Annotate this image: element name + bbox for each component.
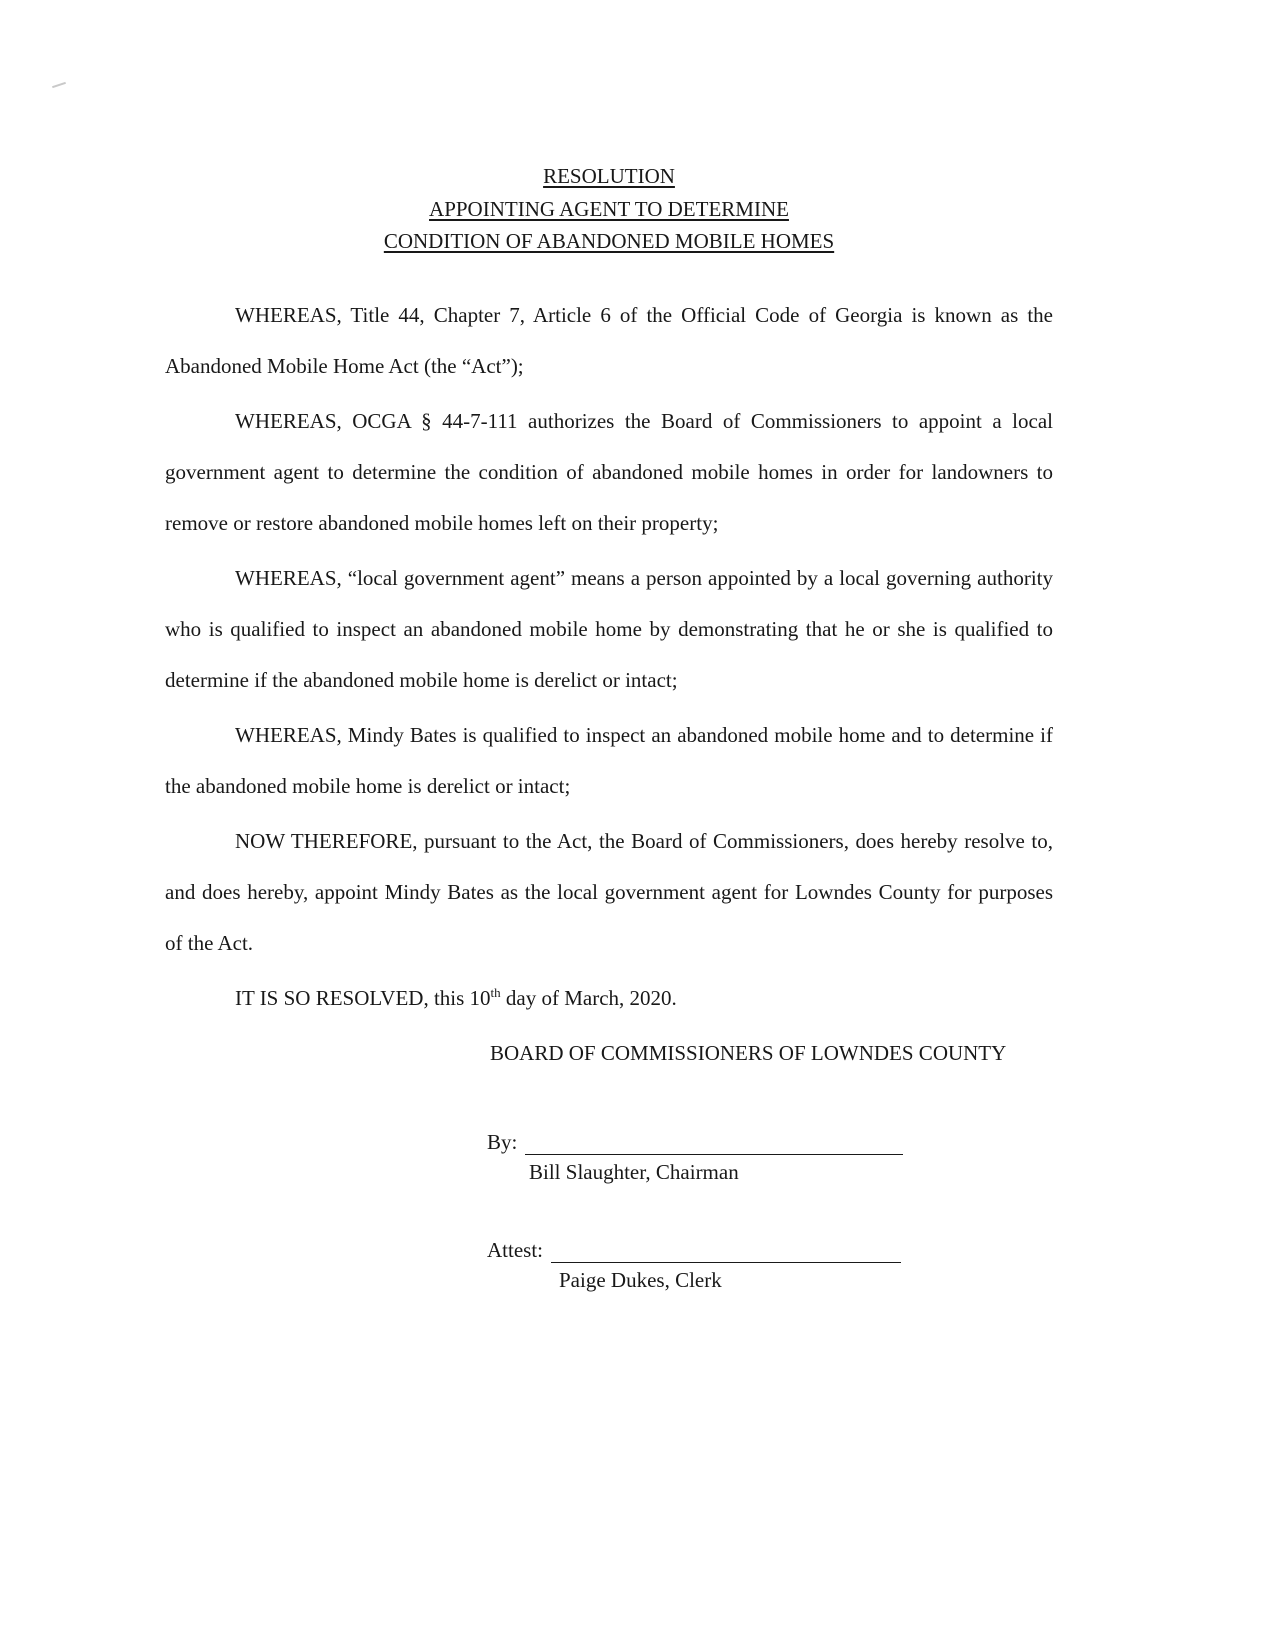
signature-name-clerk: Paige Dukes, Clerk (559, 1267, 722, 1292)
signature-label-by: By: (487, 1129, 518, 1154)
document-title (165, 160, 1053, 258)
document-content (165, 160, 1053, 1293)
resolved-text-after: day of March, 2020. (500, 985, 677, 1010)
signature-row-attest (487, 1237, 1053, 1263)
paragraph-whereas-1: WHEREAS, Title 44, Chapter 7, Article 6 of the Official Code of Georgia is known as the Abandoned Mobile Home Act (the “Act”); (165, 302, 1053, 378)
paragraph-whereas-2: WHEREAS, OCGA § 44-7-111 authorizes the Board of Commissioners to appoint a local government agent to determine the condition of abandoned mobile homes in order for landowners to remove or restore abandoned mobile homes left on their property; (165, 408, 1053, 535)
paragraph-whereas-4: WHEREAS, Mindy Bates is qualified to inspect an abandoned mobile home and to determine if the abandoned mobile home is derelict or intact; (165, 722, 1053, 798)
title-line-2: APPOINTING AGENT TO DETERMINE (429, 196, 789, 221)
board-of-commissioners-line: BOARD OF COMMISSIONERS OF LOWNDES COUNTY (490, 1040, 1007, 1065)
title-line-3: CONDITION OF ABANDONED MOBILE HOMES (383, 229, 835, 254)
signature-group-by (487, 1129, 1053, 1185)
paragraph-resolved (165, 973, 1053, 1024)
paragraph-whereas-3: WHEREAS, “local government agent” means a person appointed by a local governing authority who is qualified to inspect an abandoned mobile home by demonstrating that he or she is qualified to determine if the abandoned mobile home is derelict or intact; (165, 565, 1053, 692)
resolved-ordinal-suffix: th (490, 984, 501, 1000)
paragraph-now-therefore: NOW THEREFORE, pursuant to the Act, the Board of Commissioners, does hereby resolve to, and does hereby, appoint Mindy Bates as the local government agent for Lowndes County for purposes of the Act. (165, 828, 1053, 955)
signature-group-attest (487, 1237, 1053, 1293)
resolved-text-before: IT IS SO RESOLVED, this 10 (235, 985, 491, 1010)
title-line-1: RESOLUTION (543, 164, 675, 188)
signature-label-attest: Attest: (487, 1237, 543, 1262)
signature-line-by (525, 1130, 903, 1155)
signature-name-chairman: Bill Slaughter, Chairman (529, 1159, 739, 1184)
scan-artifact-mark (52, 82, 66, 88)
signature-row-by (487, 1129, 1053, 1155)
signature-line-attest (551, 1238, 901, 1263)
signature-block (487, 1129, 1053, 1293)
